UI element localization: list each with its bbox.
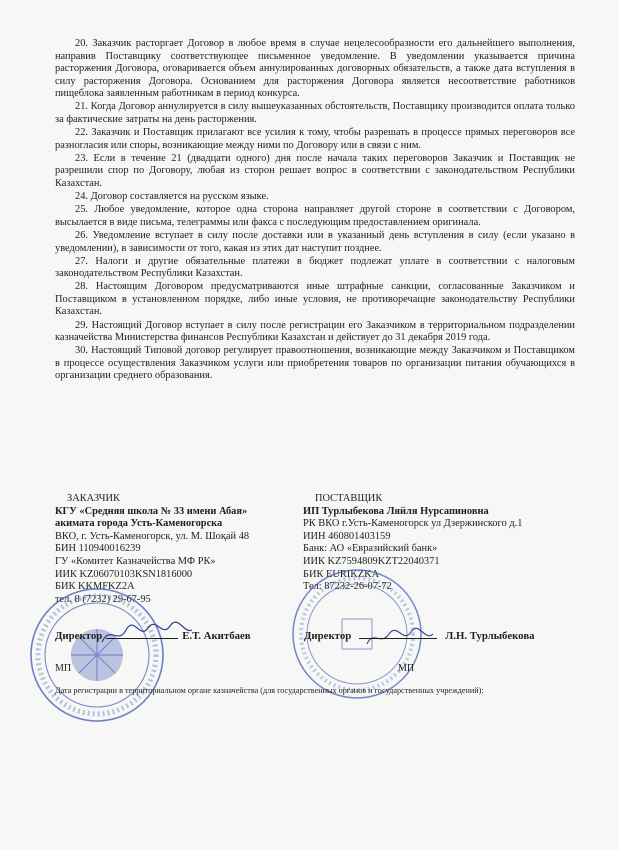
clause-20: 20. Заказчик расторгает Договор в любое время в случае нецелесообразности его дальнейшего выполнения, направив Поставщику соответствующее письменное уведомление. В уведомлении указывается причина расторжения Договора, оговаривается объем аннулированных договорных обязательств, а также дата вступления в силу расторжения Договора. Основанием для расторжения Договора является несоответствие работников пищеблока заявленным работникам в период конкурса. <box>55 38 575 100</box>
customer-phone: тел. 8 (7232) 29-67-95 <box>55 593 151 605</box>
clause-22: 22. Заказчик и Поставщик прилагают все усилия к тому, чтобы разрешать в процессе прямых переговоров все разногласия или споры, возникающие между ними по Договору или в связи с ним. <box>55 127 575 151</box>
clause-24: 24. Договор составляется на русском языке. <box>75 191 269 203</box>
supplier-phone: Тел: 87232-26-07-72 <box>303 581 392 593</box>
contract-clauses <box>55 38 575 384</box>
customer-director-label: Директор <box>55 630 103 642</box>
clause-26: 26. Уведомление вступает в силу после доставки или в указанный день вступления в силу (если указано в уведомлении), в зависимости от того, какая из этих дат наступит позднее. <box>55 229 575 254</box>
customer-sign-underline <box>106 638 178 639</box>
supplier-sign-underline <box>359 638 437 639</box>
customer-mp: МП <box>55 663 72 674</box>
supplier-name: ИП Турлыбекова Ляйля Нурсапиновна <box>303 505 489 517</box>
supplier-mp: МП <box>398 663 415 674</box>
clause-21: 21. Когда Договор аннулируется в силу вышеуказанных обстоятельств, Поставщику производится оплата только за фактические затраты на день расторжения. <box>55 101 575 126</box>
customer-name-line2: акимата города Усть-Каменогорска <box>55 518 223 530</box>
clause-30: 30. Настоящий Типовой договор регулирует правоотношения, возникающие между Заказчиком и Поставщиком в процессе осуществления Заказчиком услуги или приобретения товаров по организации питания обучающихся в организации среднего образования. <box>55 345 575 382</box>
clause-29: 29. Настоящий Договор вступает в силу после регистрации его Заказчиком в территориальном подразделении казначейства Министерства финансов Республики Казахстан и действует до 31 декабря 2019 года. <box>55 319 575 344</box>
customer-address: ВКО, г. Усть-Каменогорск, ул. М. Шоқай 48 <box>55 530 250 542</box>
supplier-director-name: Л.Н. Турлыбекова <box>445 630 535 642</box>
supplier-iik: ИИК KZ7594809KZT22040371 <box>303 555 440 567</box>
supplier-director-label: Директор <box>304 630 352 642</box>
customer-bank: ГУ «Комитет Казначейства МФ РК» <box>55 555 216 567</box>
customer-bik: БИК KKMFKZ2A <box>55 581 135 593</box>
registration-note: Дата регистрации в территориальном органе казначейства (для государственных органов и государственных учреждений): <box>55 686 484 695</box>
supplier-signature-line <box>304 630 535 642</box>
clause-23: 23. Если в течение 21 (двадцати одного) дня после начала таких переговоров Заказчик и Поставщик не разрешили спор по Договору, любая из сторон решает вопрос в соответствии с законодательством Республики Казахстан. <box>55 152 575 190</box>
customer-director-name: Е.Т. Акитбаев <box>182 630 251 642</box>
supplier-bik: БИК EURIKZKA <box>303 568 380 580</box>
customer-name-line1: КГУ «Средняя школа № 33 имени Абая» <box>55 505 248 517</box>
supplier-iin: ИИН 460801403159 <box>303 530 391 542</box>
supplier-role: ПОСТАВЩИК <box>315 493 383 504</box>
clause-25: 25. Любое уведомление, которое одна сторона направляет другой стороне в соответствии с Договором, высылается в виде письма, телеграммы или факса с последующим предоставлением оригинала. <box>55 204 575 228</box>
clause-27: 27. Налоги и другие обязательные платежи в бюджет подлежат уплате в соответствии с налоговым законодательством Республики Казахстан. <box>55 255 575 280</box>
customer-bin: БИН 110940016239 <box>55 543 141 555</box>
supplier-bank: Банк: АО «Евразийский банк» <box>303 543 438 555</box>
customer-role: ЗАКАЗЧИК <box>67 493 120 504</box>
clause-28: 28. Настоящим Договором предусматриваются иные штрафные санкции, согласованные Заказчиком и Поставщиком в установленном порядке, либо иные условия, не противоречащие законодательству Республики Казахстан. <box>55 281 575 318</box>
customer-iik: ИИК KZ06070103KSN1816000 <box>55 568 193 580</box>
supplier-address: РК ВКО г.Усть-Каменогорск ул Дзержинского д.1 <box>303 518 523 530</box>
customer-stamp <box>28 586 166 724</box>
customer-signature-line <box>55 630 251 642</box>
